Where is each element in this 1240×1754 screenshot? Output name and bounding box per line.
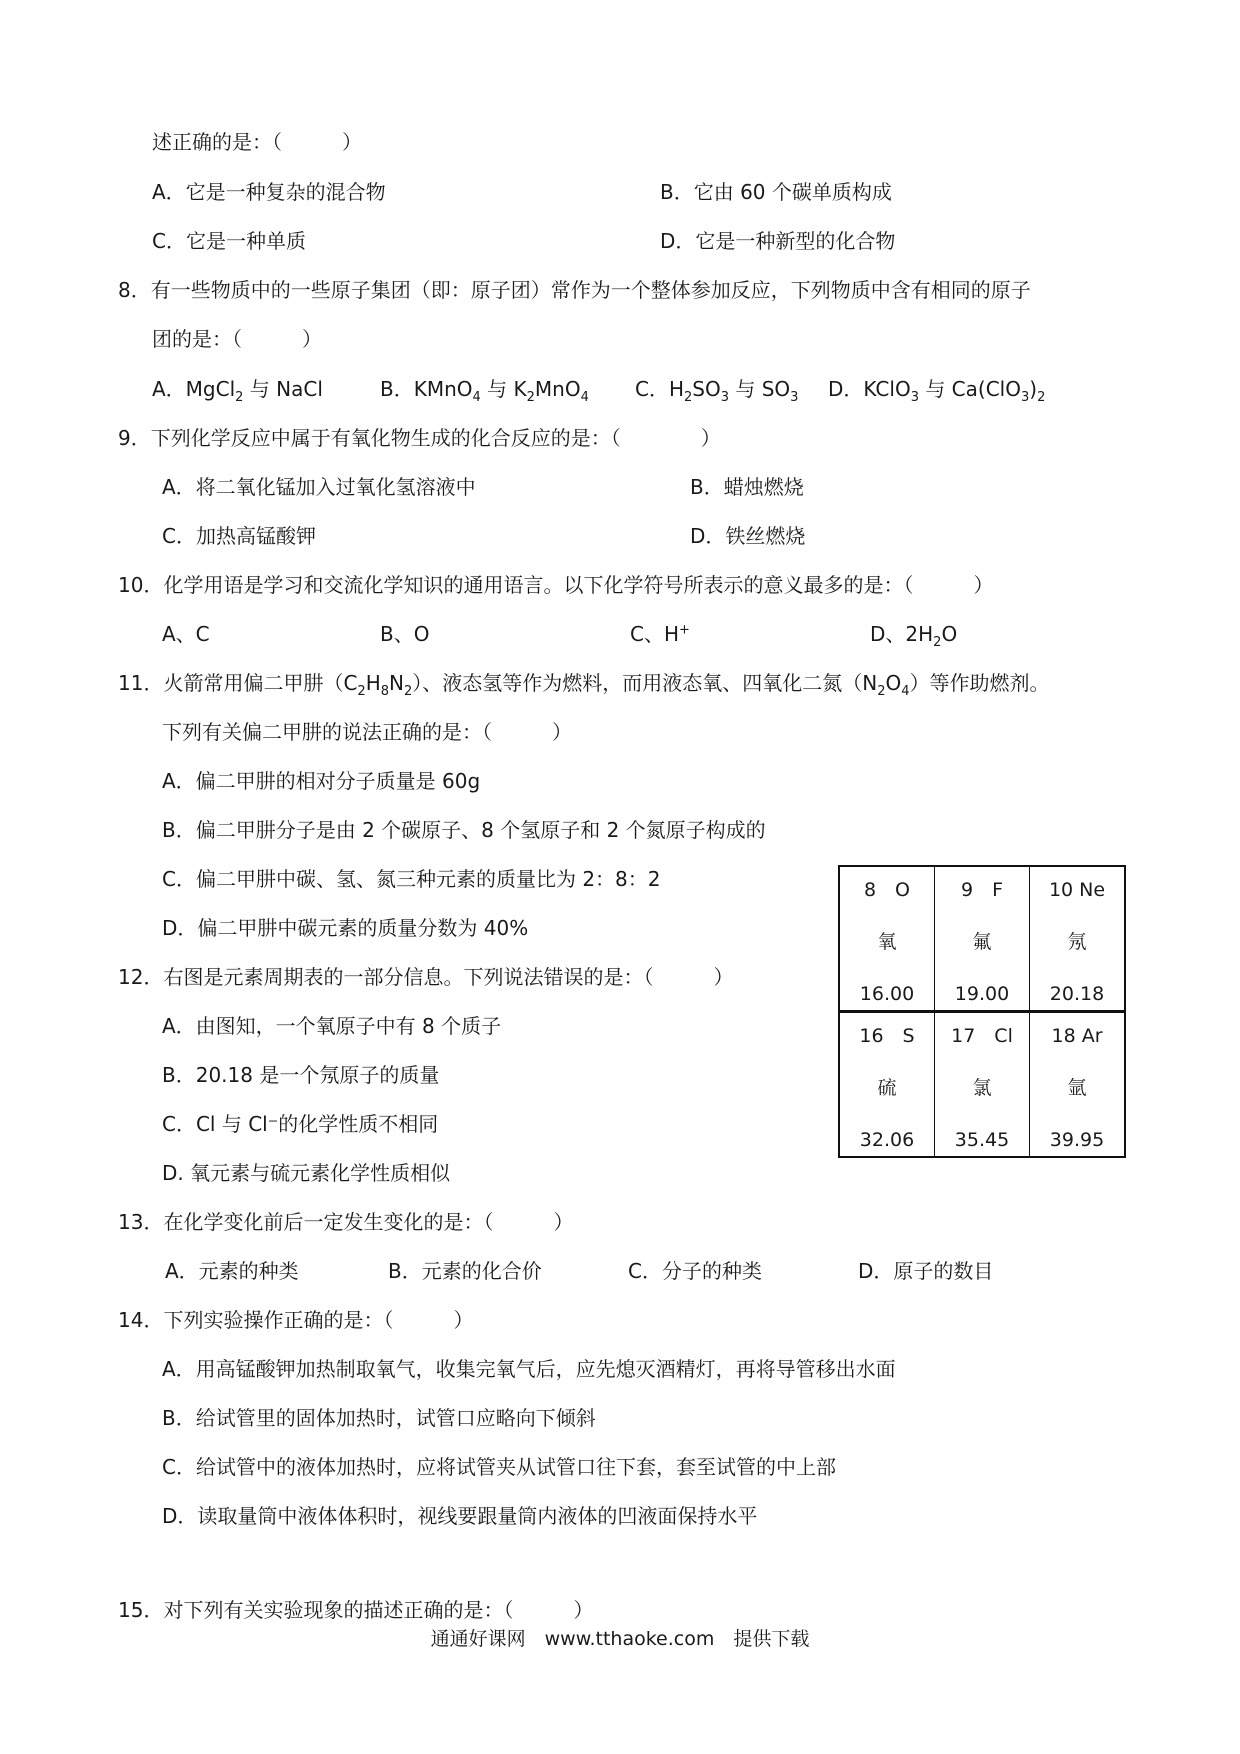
q8-option-b: B．KMnO$_4$ 与 $K_2MnO_4$: [380, 377, 589, 405]
q8-option-c: C．$H_2SO_3$ 与 $SO_3$: [635, 377, 799, 405]
q13-option-b: B．元素的化合价: [388, 1259, 542, 1283]
element-cell-sulfur: 16 S 硫 32.06: [839, 1012, 935, 1158]
q8-option-d: D．KClO$_3$ 与 $Ca(ClO_3)_2$: [828, 377, 1046, 405]
q13-option-c: C．分子的种类: [628, 1259, 762, 1283]
q9-option-c: C．加热高锰酸钾: [162, 524, 316, 548]
element-cell-fluorine: 9 F 氟 19.00: [935, 866, 1030, 1012]
q10-option-a: A、C: [162, 622, 210, 646]
q7-stem-end: 述正确的是：（ ）: [152, 130, 362, 154]
q10-option-b: B、O: [380, 622, 430, 646]
q11-stem-line2: 下列有关偏二甲肼的说法正确的是：（ ）: [162, 720, 572, 744]
q11-option-d: D．偏二甲肼中碳元素的质量分数为 40%: [162, 916, 529, 940]
q7-option-c: C．它是一种单质: [152, 229, 306, 253]
q11-option-a: A．偏二甲肼的相对分子质量是 60g: [162, 769, 481, 793]
q11-option-b: B．偏二甲肼分子是由 2 个碳原子、8 个氢原子和 2 个氮原子构成的: [162, 818, 766, 842]
q10-option-d: D、$2H_2O$: [870, 622, 958, 650]
element-cell-neon: 10 Ne 氖 20.18: [1030, 866, 1126, 1012]
q9-option-a: A．将二氧化锰加入过氧化氢溶液中: [162, 475, 476, 499]
q10-stem: 10．化学用语是学习和交流化学知识的通用语言。以下化学符号所表示的意义最多的是：（ ）: [118, 573, 994, 597]
q12-option-a: A．由图知，一个氧原子中有 8 个质子: [162, 1014, 502, 1038]
q9-stem: 9．下列化学反应中属于有氧化物生成的化合反应的是：（ ）: [118, 426, 721, 450]
q9-option-d: D．铁丝燃烧: [690, 524, 806, 548]
q9-option-b: B．蜡烛燃烧: [690, 475, 804, 499]
element-cell-argon: 18 Ar 氩 39.95: [1030, 1012, 1126, 1158]
q10-option-c: C、H+: [630, 622, 690, 646]
q11-option-c: C．偏二甲肼中碳、氢、氮三种元素的质量比为 2：8：2: [162, 867, 661, 891]
q14-option-d: D．读取量筒中液体体积时，视线要跟量筒内液体的凹液面保持水平: [162, 1504, 758, 1528]
element-cell-oxygen: 8 O 氧 16.00: [839, 866, 935, 1012]
q14-option-c: C．给试管中的液体加热时，应将试管夹从试管口往下套，套至试管的中上部: [162, 1455, 836, 1479]
q14-option-a: A．用高锰酸钾加热制取氧气，收集完氧气后，应先熄灭酒精灯，再将导管移出水面: [162, 1357, 896, 1381]
q14-option-b: B．给试管里的固体加热时，试管口应略向下倾斜: [162, 1406, 596, 1430]
q12-option-c: C．Cl 与 Cl⁻的化学性质不相同: [162, 1112, 439, 1136]
q14-stem: 14．下列实验操作正确的是：（ ）: [118, 1308, 474, 1332]
q7-option-a: A．它是一种复杂的混合物: [152, 180, 386, 204]
q13-option-a: A．元素的种类: [165, 1259, 299, 1283]
q8-stem-line1: 8．有一些物质中的一些原子集团（即：原子团）常作为一个整体参加反应，下列物质中含有相同的原子: [118, 278, 1031, 302]
q13-option-d: D．原子的数目: [858, 1259, 994, 1283]
periodic-table-fragment: [838, 865, 1126, 1158]
q11-stem-line1: 11．火箭常用偏二甲肼$(C_2H_8N_2)$、液态氢等作为燃料，而用液态氧、四氧化二氮$(N_2O_4)$等作助燃剂。: [118, 671, 1050, 699]
q15-stem: 15．对下列有关实验现象的描述正确的是：（ ）: [118, 1598, 594, 1622]
q12-option-b: B．20.18 是一个氖原子的质量: [162, 1063, 440, 1087]
q12-option-d: D. 氧元素与硫元素化学性质相似: [162, 1161, 451, 1185]
q8-stem-line2: 团的是：（ ）: [152, 327, 322, 351]
q7-option-d: D．它是一种新型的化合物: [660, 229, 896, 253]
element-cell-chlorine: 17 Cl 氯 35.45: [935, 1012, 1030, 1158]
q8-option-a: A．MgCl$_2$ 与 NaCl: [152, 377, 323, 405]
q7-option-b: B．它由 60 个碳单质构成: [660, 180, 892, 204]
page-footer: 通通好课网 www.tthaoke.com 提供下载: [430, 1628, 810, 1650]
q12-stem: 12．右图是元素周期表的一部分信息。下列说法错误的是：（ ）: [118, 965, 734, 989]
q13-stem: 13．在化学变化前后一定发生变化的是：（ ）: [118, 1210, 574, 1234]
